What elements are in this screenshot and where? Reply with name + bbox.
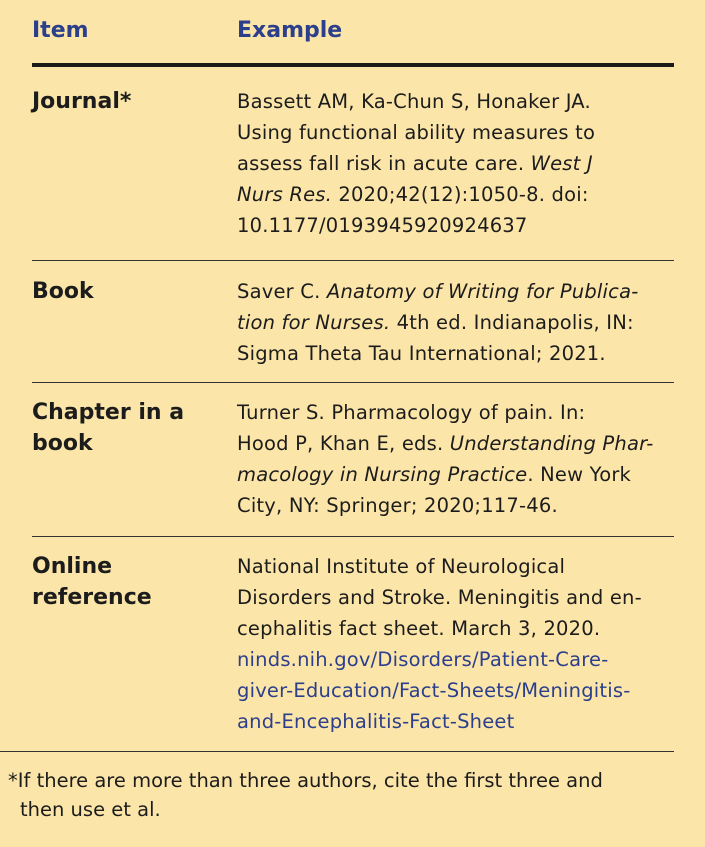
example-text: macology in Nursing Practice [237,463,528,486]
header-item: Item [32,18,89,43]
row-example [237,551,674,737]
example-text: Saver C. [237,280,327,303]
table-header [32,16,672,50]
row-divider [32,536,674,537]
example-link-text[interactable]: giver-Education/Fact-Sheets/Meningitis- [237,679,631,702]
row-label: Chapter in a book [32,400,185,456]
row-example [237,86,674,241]
example-text: Bassett AM, Ka-Chun S, Honaker JA. [237,90,591,113]
row-label: Book [32,279,94,304]
row-divider [32,382,674,383]
example-text: City, NY: Springer; 2020;117-46. [237,494,558,517]
row-label: Online reference [32,554,152,610]
example-text: Turner S. Pharmacology of pain. In: [237,401,586,424]
example-line [237,276,674,307]
example-text: assess fall risk in acute care. [237,152,531,175]
row-label: Journal* [32,89,132,114]
row-example [237,276,674,369]
example-line [237,210,674,241]
example-line [237,117,674,148]
example-text: Understanding Phar- [449,432,654,455]
example-line [237,397,674,428]
example-text: Nurs Res. [237,183,333,206]
example-text: 4th ed. Indianapolis, IN: [390,311,634,334]
example-text: tion for Nurses. [237,311,391,334]
example-text: . New York [527,463,632,486]
example-line [237,706,674,737]
example-line [237,148,674,179]
example-line [237,307,674,338]
example-text: West J [530,152,593,175]
example-line [237,613,674,644]
example-line [237,86,674,117]
example-text: cephalitis fact sheet. March 3, 2020. [237,617,601,640]
example-link-text[interactable]: ninds.nih.gov/Disorders/Patient-Care- [237,648,609,671]
example-line [237,675,674,706]
row-example [237,397,674,521]
example-text: Using functional ability measures to [237,121,596,144]
example-line [237,644,674,675]
example-text: 2020;42(12):1050-8. doi: [332,183,589,206]
example-line [237,490,674,521]
example-text: Sigma Theta Tau International; 2021. [237,342,606,365]
example-text: National Institute of Neurological [237,555,566,578]
example-text: Disorders and Stroke. Meningitis and en- [237,586,642,609]
example-line [237,179,674,210]
example-line [237,582,674,613]
example-text: Anatomy of Writing for Publica- [326,280,639,303]
row-divider [32,260,674,261]
example-line [237,428,674,459]
example-line [237,551,674,582]
footnote [8,766,668,824]
example-text: Hood P, Khan E, eds. [237,432,450,455]
example-link-text[interactable]: and-Encephalitis-Fact-Sheet [237,710,515,733]
table-bottom-rule [0,751,674,752]
example-line [237,459,674,490]
header-example: Example [237,18,343,43]
example-text: 10.1177/0193945920924637 [237,214,528,237]
footnote-line: *If there are more than three authors, cite the first three and [8,769,603,792]
header-rule [32,63,674,67]
example-line [237,338,674,369]
footnote-line: then use et al. [20,798,161,821]
